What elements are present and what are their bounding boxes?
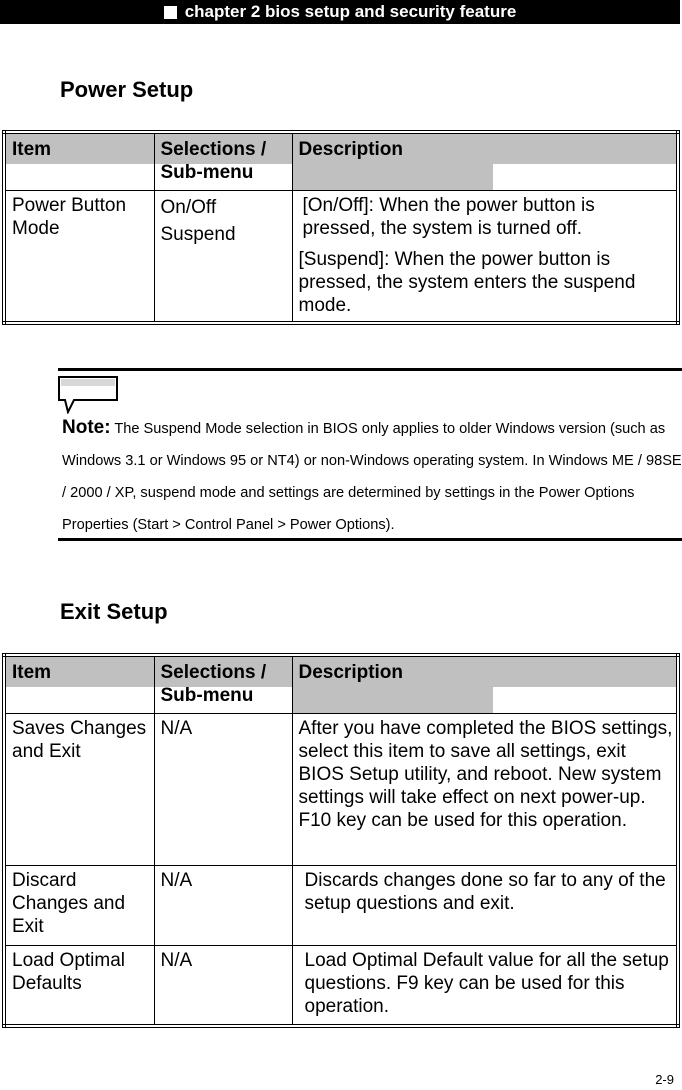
selections-cell [154, 191, 292, 324]
power-setup-title: Power Setup [60, 77, 194, 102]
item-cell: Saves Changes and Exit [4, 714, 154, 866]
selections-cell: N/A [154, 714, 292, 866]
selections-cell: N/A [154, 866, 292, 946]
item-cell: Power Button Mode [4, 191, 154, 324]
square-bullet-icon [164, 6, 177, 19]
note-label: Note: [62, 417, 111, 438]
exit-setup-table [2, 653, 680, 1028]
column-header-selections: Selections / Sub-menu [154, 132, 292, 191]
note-box [58, 368, 682, 533]
selection-option: Suspend [160, 224, 236, 245]
description-paragraph: [On/Off]: When the power button is pressed, the system is turned off. [302, 195, 595, 239]
column-header-selections: Selections / Sub-menu [154, 655, 292, 714]
table-row [4, 714, 678, 866]
note-text [62, 412, 682, 541]
note-bottom-rule [58, 538, 682, 541]
note-body: The Suspend Mode selection in BIOS only applies to older Windows version (such as Windows 3.1 or Windows 95 or NT4) or non-Windows operating system. In Windows ME / 98SE / 2000 / XP, suspend mode and settings are determined by settings in the Power Options Properties (Start > Control Panel > Power Options). [62, 421, 682, 533]
note-pencil-icon [58, 376, 120, 414]
column-header-description: Description [292, 655, 678, 714]
chapter-header-text: chapter 2 bios setup and security feature [184, 2, 517, 21]
power-setup-table [2, 130, 680, 325]
table-row [4, 946, 678, 1026]
item-cell: Load Optimal Defaults [4, 946, 154, 1026]
selection-option: On/Off [160, 197, 217, 218]
description-cell [292, 191, 678, 324]
table-header-row [4, 132, 678, 191]
description-cell: After you have completed the BIOS settings, select this item to save all settings, exit BIOS Setup utility, and reboot. New system settings will take effect on next power-up. F10 key can be used for this operation. [292, 714, 678, 866]
description-cell: Load Optimal Default value for all the setup questions. F9 key can be used for this operation. [292, 946, 678, 1026]
selections-cell: N/A [154, 946, 292, 1026]
description-paragraph: [Suspend]: When the power button is pressed, the system enters the suspend mode. [298, 249, 636, 316]
column-header-item: Item [4, 132, 154, 191]
exit-setup-title: Exit Setup [60, 599, 168, 624]
item-cell: Discard Changes and Exit [4, 866, 154, 946]
column-header-item: Item [4, 655, 154, 714]
column-header-description: Description [292, 132, 678, 191]
table-header-row [4, 655, 678, 714]
chapter-header [0, 0, 680, 24]
table-row [4, 866, 678, 946]
page-number: 2-9 [655, 1072, 674, 1087]
description-cell: Discards changes done so far to any of the setup questions and exit. [292, 866, 678, 946]
note-top-rule [58, 368, 682, 371]
table-row [4, 191, 678, 324]
